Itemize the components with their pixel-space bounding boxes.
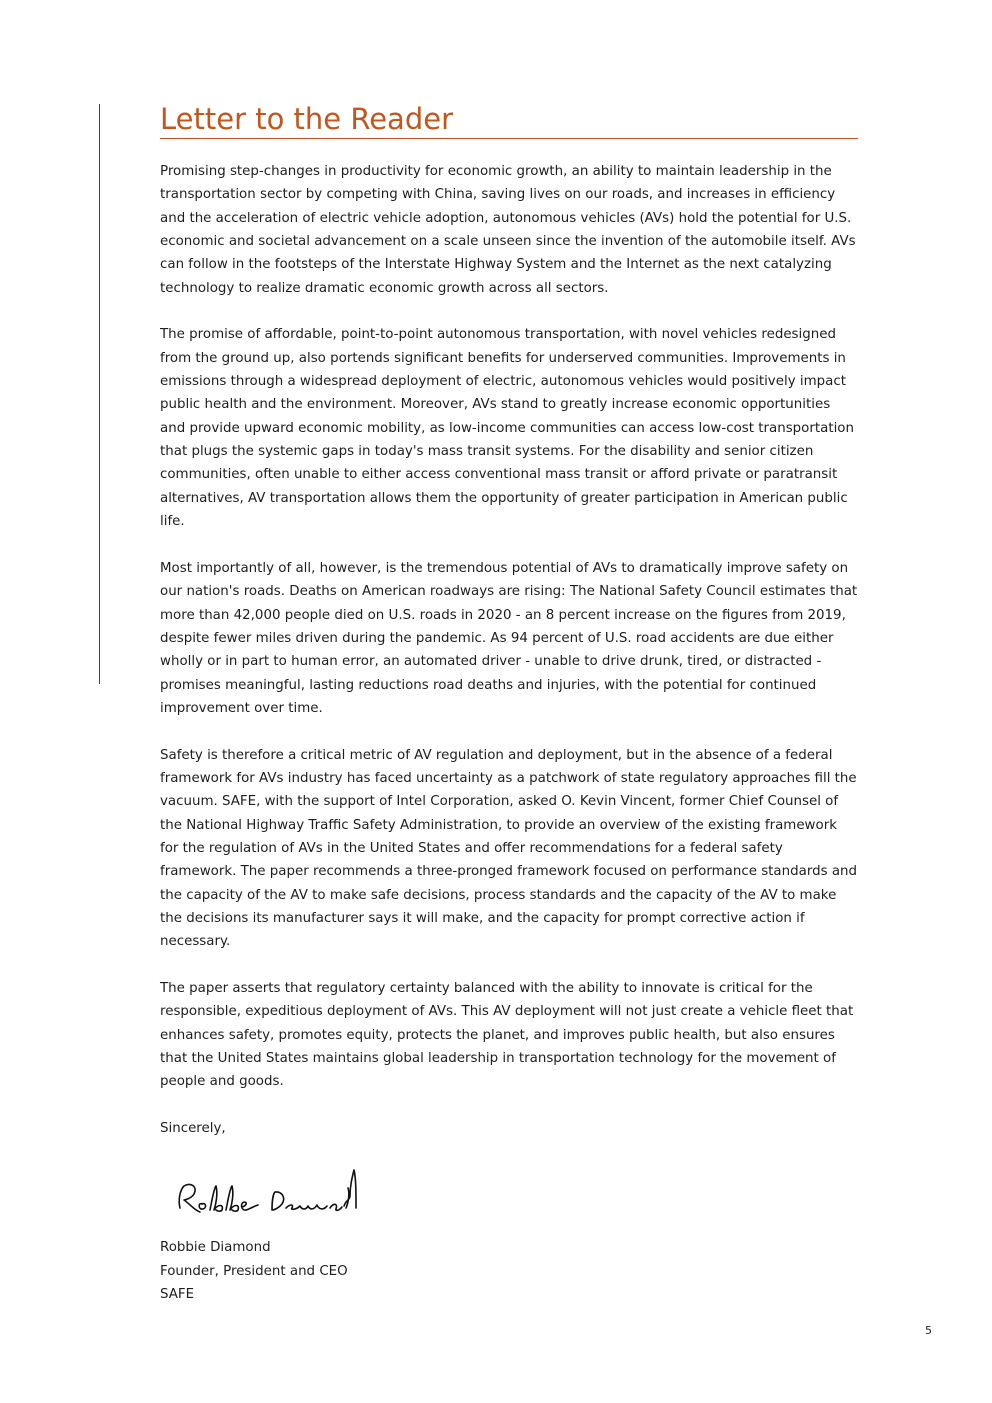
signer-details — [160, 1236, 858, 1306]
closing: Sincerely, — [160, 1121, 226, 1137]
signer-organization: SAFE — [160, 1287, 195, 1303]
paragraph: Most importantly of all, however, is the tremendous potential of AVs to dramatically improve safety on our nation's roads. Deaths on American roadways are rising: The National Safety Council estimates that more than 42,000 people died on U.S. roads in 2020 - an 8 percent increase on the figures from 2019, despite fewer miles driven during the pandemic. As 94 percent of U.S. road accidents are due either wholly or in part to human error, an automated driver - unable to drive drunk, tired, or distracted - promises meaningful, lasting reductions road deaths and injuries, with the potential for continued improvement over time. — [160, 560, 858, 716]
paragraph: Safety is therefore a critical metric of AV regulation and deployment, but in the absence of a federal framework for AVs industry has faced uncertainty as a patchwork of state regulatory approaches fill the vacuum. SAFE, with the support of Intel Corporation, asked O. Kevin Vincent, former Chief Counsel of the National Highway Traffic Safety Administration, to provide an overview of the existing framework for the regulation of AVs in the United States and offer recommendations for a federal safety framework. The paper recommends a three-pronged framework focused on performance standards and the capacity of the AV to make safe decisions, process standards and the capacity of the AV to make the decisions its manufacturer says it will make, and the capacity for prompt corrective action if necessary. — [160, 747, 858, 950]
page-number: 5 — [925, 1324, 932, 1337]
margin-rule — [99, 104, 100, 684]
paragraph: The promise of affordable, point-to-point autonomous transportation, with novel vehicles redesigned from the ground up, also portends significant benefits for underserved communities. Improvements in emissions through a widespread deployment of electric, autonomous vehicles would positively impact public health and the environment. Moreover, AVs stand to greatly increase economic opportunities and provide upward economic mobility, as low-income communities can access low-cost transportation that plugs the systemic gaps in today's mass transit systems. For the disability and senior citizen communities, often unable to either access conventional mass transit or afford private or paratransit alternatives, AV transportation allows them the opportunity of greater participation in American public life. — [160, 327, 854, 530]
signer-role: Founder, President and CEO — [160, 1263, 348, 1279]
handwritten-signature — [172, 1164, 392, 1226]
signer-name: Robbie Diamond — [160, 1240, 271, 1256]
paragraph: The paper asserts that regulatory certainty balanced with the ability to innovate is critical for the responsible, expeditious deployment of AVs. This AV deployment will not just create a vehicle fleet that enhances safety, promotes equity, protects the planet, and improves public health, but also ensures that the United States maintains global leadership in transportation technology for the movement of people and goods. — [160, 981, 854, 1090]
letter-body — [160, 160, 858, 1306]
paragraph: Promising step-changes in productivity for economic growth, an ability to maintain leadership in the transportation sector by competing with China, saving lives on our roads, and increases in efficiency and the acceleration of electric vehicle adoption, autonomous vehicles (AVs) hold the potential for U.S. economic and societal advancement on a scale unseen since the invention of the automobile itself. AVs can follow in the footsteps of the Interstate Highway System and the Internet as the next catalyzing technology to realize dramatic economic growth across all sectors. — [160, 164, 856, 296]
signature-block — [160, 1117, 858, 1306]
page-title: Letter to the Reader — [160, 100, 858, 139]
